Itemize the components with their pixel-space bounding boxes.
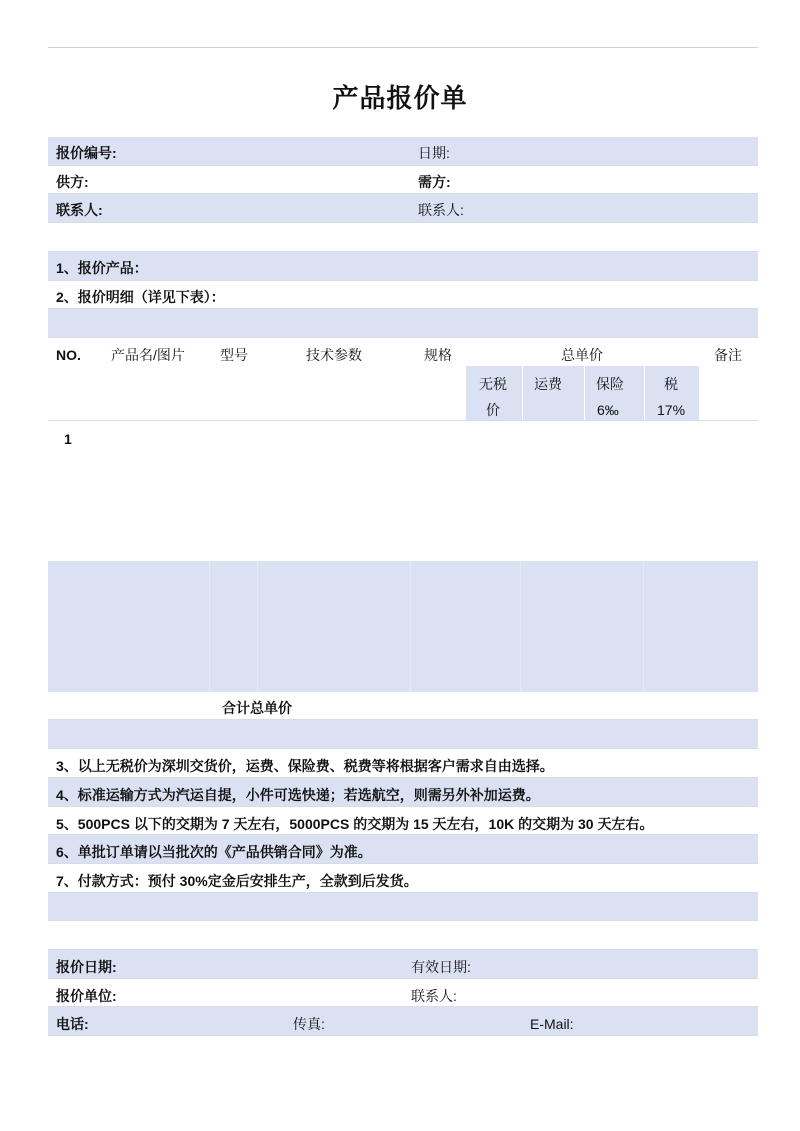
info-row-quote-no	[48, 137, 758, 166]
info-row-contacts	[48, 194, 758, 223]
info-row-parties	[48, 166, 758, 194]
note-row	[48, 749, 758, 778]
column-divider	[520, 561, 521, 692]
row-no: 1	[64, 431, 72, 447]
sub-notax-2: 价	[486, 402, 500, 418]
sub-divider	[522, 366, 523, 420]
note-row	[48, 778, 758, 807]
sub-divider	[584, 366, 585, 420]
column-divider	[643, 561, 644, 692]
col-no: NO.	[56, 347, 81, 363]
section-products	[48, 252, 758, 281]
sub-divider	[644, 366, 645, 420]
quote-date-label: 报价日期:	[56, 959, 117, 975]
quote-unit-label: 报价单位:	[56, 988, 117, 1004]
total-label: 合计总单价	[222, 700, 292, 716]
sub-notax-1: 无税	[479, 376, 507, 392]
blank-blue-row	[48, 309, 758, 338]
blank-blue-row	[48, 893, 758, 921]
note-text: 7、付款方式：预付 30%定金后安排生产，全款到后发货。	[56, 873, 418, 889]
top-rule	[48, 47, 758, 48]
note-text: 5、500PCS 以下的交期为 7 天左右，5000PCS 的交期为 15 天左右，10K 的交期为 30 天左右。	[56, 816, 654, 832]
footer-row-comm	[48, 1007, 758, 1036]
contact-right-label: 联系人:	[418, 202, 464, 218]
column-divider	[209, 561, 210, 692]
sub-header-block	[466, 366, 699, 420]
column-divider	[257, 561, 258, 692]
sub-insurance-rate: 6‰	[597, 402, 619, 418]
col-spec: 规格	[424, 347, 452, 363]
footer-row-unit	[48, 979, 758, 1007]
footer-contact-label: 联系人:	[411, 988, 457, 1004]
sub-insurance: 保险	[596, 376, 624, 392]
email-label: E-Mail:	[530, 1016, 574, 1032]
fax-label: 传真:	[293, 1016, 325, 1032]
sub-tax: 税	[664, 376, 678, 392]
blank-blue-row	[48, 720, 758, 749]
table-row	[48, 421, 758, 561]
note-text: 6、单批订单请以当批次的《产品供销合同》为准。	[56, 844, 372, 860]
col-total-unit: 总单价	[561, 347, 603, 363]
date-label: 日期:	[418, 145, 450, 161]
buyer-label: 需方:	[418, 174, 451, 190]
valid-date-label: 有效日期:	[411, 959, 471, 975]
sub-freight: 运费	[534, 376, 562, 392]
supplier-label: 供方:	[56, 174, 89, 190]
col-remark: 备注	[714, 347, 742, 363]
page-title: 产品报价单	[332, 83, 468, 113]
quote-no-label: 报价编号:	[56, 145, 117, 161]
total-row	[48, 692, 758, 720]
col-name: 产品名/图片	[111, 347, 185, 363]
table-header	[48, 338, 758, 421]
section-details-label: 2、报价明细（详见下表）：	[56, 289, 225, 305]
section-products-label: 1、报价产品：	[56, 260, 148, 276]
table-blank-block	[48, 561, 758, 692]
spacer-row	[48, 921, 758, 950]
contact-left-label: 联系人:	[56, 202, 103, 218]
note-row	[48, 807, 758, 835]
column-divider	[410, 561, 411, 692]
note-text: 3、以上无税价为深圳交货价，运费、保险费、税费等将根据客户需求自由选择。	[56, 758, 554, 774]
col-model: 型号	[220, 347, 248, 363]
note-row	[48, 864, 758, 893]
note-text: 4、标准运输方式为汽运自提，小件可选快递；若选航空，则需另外补加运费。	[56, 787, 540, 803]
sub-tax-rate: 17%	[657, 402, 686, 418]
col-params: 技术参数	[306, 347, 362, 363]
footer-row-dates	[48, 950, 758, 979]
spacer-row	[48, 223, 758, 252]
note-row	[48, 835, 758, 864]
section-details	[48, 281, 758, 309]
phone-label: 电话:	[56, 1016, 89, 1032]
